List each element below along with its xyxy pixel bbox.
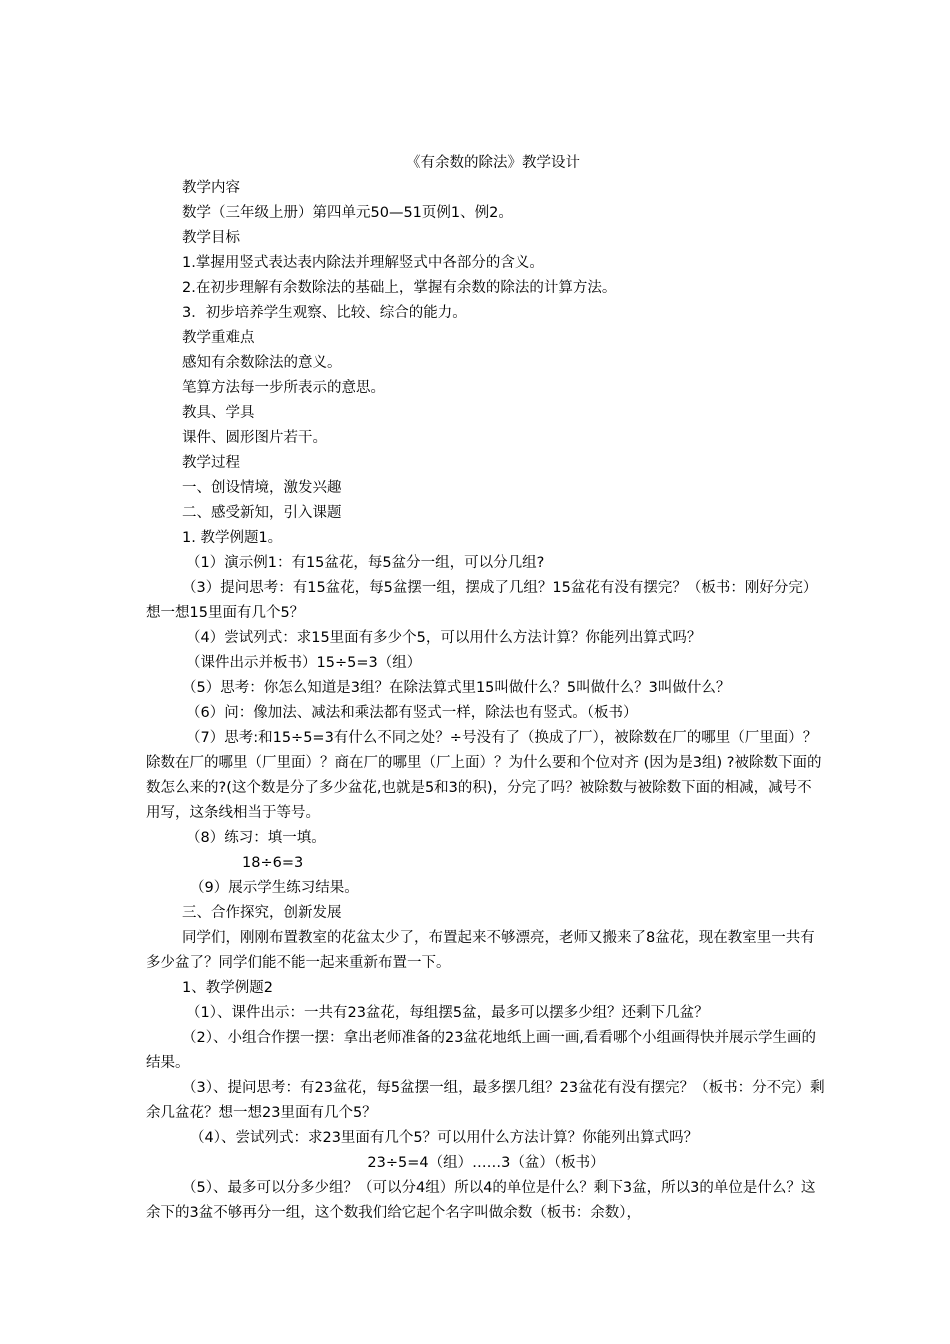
board-equation-2: 23÷5=4（组）……3（盆）（板书）: [367, 1155, 605, 1171]
document-title: 《有余数的除法》教学设计: [406, 155, 580, 171]
ex2-step-5: （5）、最多可以分多少组？（可以分4组）所以4的单位是什么？剩下3盆，所以3的单位是什么？这余下的3盆不够再分一组，这个数我们给它起个名字叫做余数（板书：余数），: [146, 1180, 816, 1221]
heading-tools: 教具、学具: [182, 405, 255, 421]
goal-1: 1.掌握用竖式表达表内除法并理解竖式中各部分的含义。: [182, 255, 544, 271]
section-3: 三、合作探究，创新发展: [182, 905, 342, 921]
scenario-paragraph: 同学们，刚刚布置教室的花盆太少了，布置起来不够漂亮，老师又搬来了8盆花，现在教室里一共有多少盆了？同学们能不能一起来重新布置一下。: [146, 930, 815, 971]
ex2-step-3: （3）、提问思考：有23盆花，每5盆摆一组，最多摆几组？23盆花有没有摆完？（板书：分不完）剩余几盆花？想一想23里面有几个5？: [146, 1080, 825, 1121]
step-9: （9）展示学生练习结果。: [190, 880, 359, 896]
board-equation-1: （课件出示并板书）15÷5=3（组）: [186, 655, 422, 671]
document-body: [146, 151, 826, 1226]
content-line: 数学（三年级上册）第四单元50—51页例1、例2。: [182, 205, 513, 221]
step-7: （7）思考:和15÷5=3有什么不同之处？÷号没有了（换成了厂），被除数在厂的哪里（厂里面）？除数在厂的哪里（厂里面）？商在厂的哪里（厂上面）？为什么要和个位对齐 (因为是3组) ?被除数下面的数怎么来的?(这个数是分了多少盆花,也就是5和3的积)，分完了吗？被除数与被除数下面的相减，减号不用写，这条线相当于等号。: [146, 730, 822, 821]
tools-line: 课件、圆形图片若干。: [182, 430, 327, 446]
step-5: （5）思考：你怎么知道是3组？在除法算式里15叫做什么？5叫做什么？3叫做什么？: [182, 680, 731, 696]
heading-teaching-goals: 教学目标: [182, 230, 240, 246]
goal-3: 3．初步培养学生观察、比较、综合的能力。: [182, 305, 467, 321]
ex2-step-4: （4）、尝试列式：求23里面有几个5？可以用什么方法计算？你能列出算式吗？: [190, 1130, 699, 1146]
step-3: （3）提问思考：有15盆花，每5盆摆一组，摆成了几组？15盆花有没有摆完？（板书：刚好分完）想一想15里面有几个5？: [146, 580, 818, 621]
section-2: 二、感受新知，引入课题: [182, 505, 342, 521]
step-6: （6）问：像加法、减法和乘法都有竖式一样，除法也有竖式。（板书）: [186, 705, 638, 721]
key-point-1: 感知有余数除法的意义。: [182, 355, 342, 371]
practice-equation: 18÷6=3: [242, 855, 304, 871]
step-8: （8）练习：填一填。: [186, 830, 326, 846]
ex2-step-1: （1）、课件出示：一共有23盆花，每组摆5盆，最多可以摆多少组？还剩下几盆？: [186, 1005, 709, 1021]
section-1: 一、创设情境，激发兴趣: [182, 480, 342, 496]
ex2-step-2: （2）、小组合作摆一摆：拿出老师准备的23盆花地纸上画一画,看看哪个小组画得快并展示学生画的结果。: [146, 1030, 817, 1071]
heading-key-points: 教学重难点: [182, 330, 255, 346]
step-1: （1）演示例1：有15盆花，每5盆分一组，可以分几组?: [186, 555, 545, 571]
example-1-heading: 1. 教学例题1。: [182, 530, 283, 546]
goal-2: 2.在初步理解有余数除法的基础上，掌握有余数的除法的计算方法。: [182, 280, 617, 296]
step-4: （4）尝试列式：求15里面有多少个5，可以用什么方法计算？你能列出算式吗？: [186, 630, 702, 646]
example-2-heading: 1、教学例题2: [182, 980, 273, 996]
key-point-2: 笔算方法每一步所表示的意思。: [182, 380, 385, 396]
heading-teaching-content: 教学内容: [182, 180, 240, 196]
heading-process: 教学过程: [182, 455, 240, 471]
